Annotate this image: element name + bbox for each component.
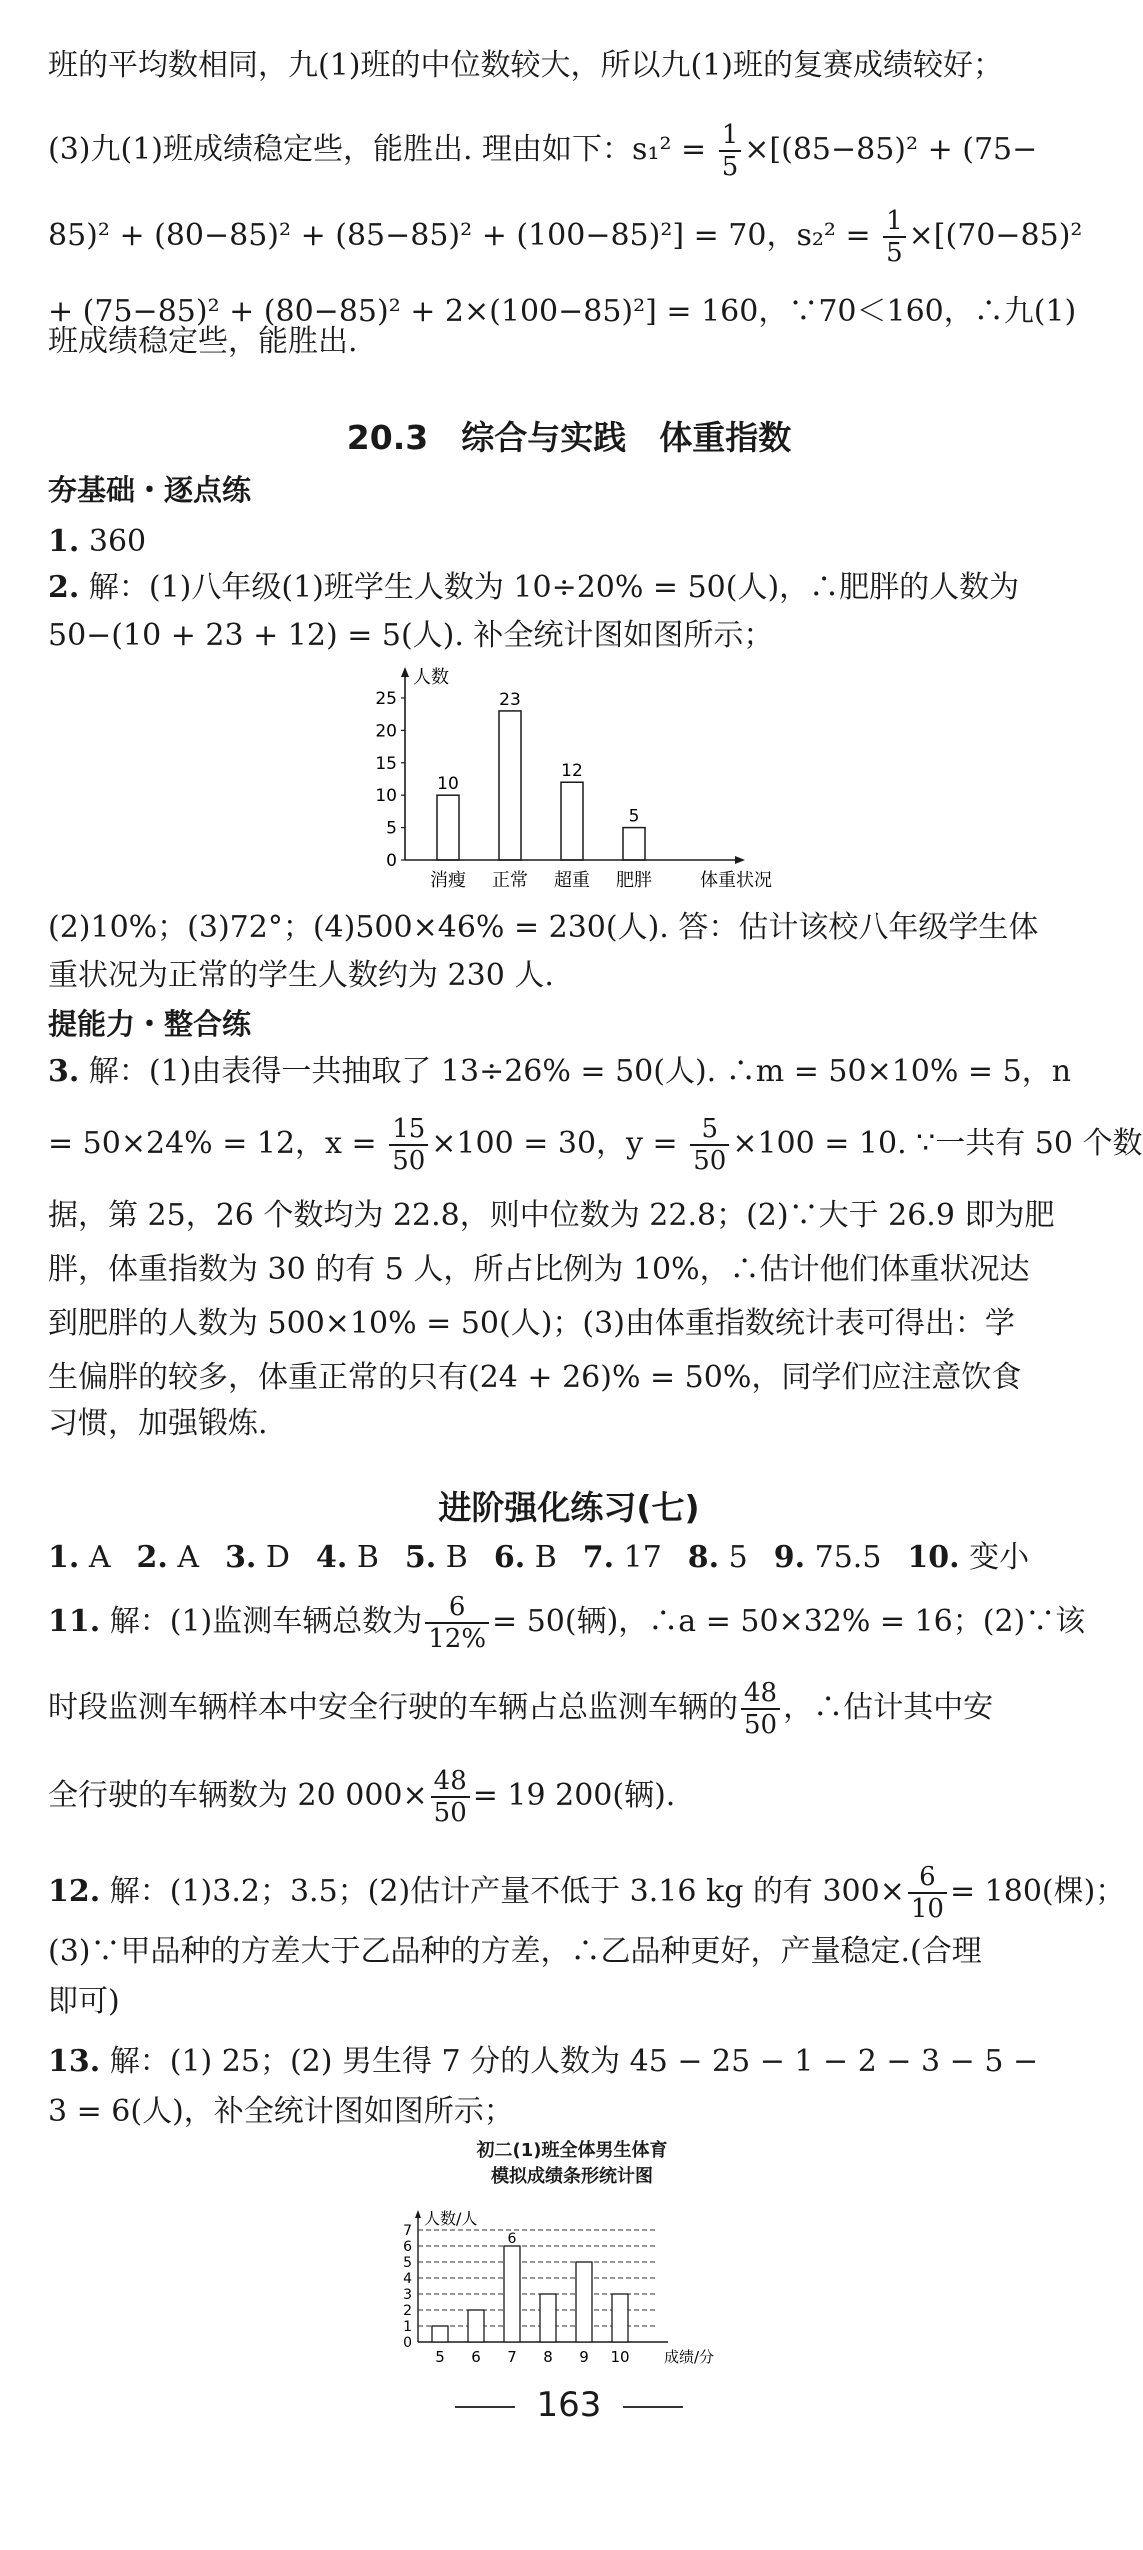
fraction: $\frac{1}{5}$ xyxy=(719,120,742,182)
text-line-5: 班成绩稳定些，能胜出. xyxy=(48,324,358,359)
bar xyxy=(612,2294,628,2342)
bar xyxy=(468,2310,484,2342)
answer-item xyxy=(688,1540,748,1575)
text-line: 50−(10 + 23 + 12) = 5(人). 补全统计图如图所示； xyxy=(48,618,774,653)
x-tick-label: 超重 xyxy=(554,870,590,891)
answer-value: A xyxy=(167,1540,200,1575)
x-tick-label: 5 xyxy=(435,2348,445,2366)
bar xyxy=(499,711,521,860)
y-tick-label: 3 xyxy=(403,2287,412,2303)
text-line xyxy=(48,206,1093,266)
y-tick-label: 6 xyxy=(403,2239,412,2255)
bar xyxy=(432,2326,448,2342)
y-tick-label: 5 xyxy=(403,2255,412,2271)
y-axis-arrow xyxy=(415,2210,421,2218)
bar xyxy=(504,2246,520,2342)
y-tick-label: 1 xyxy=(403,2319,412,2335)
question-12: 12. 解：(1)3.2；3.5；(2)估计产量不低于 3.16 kg 的有 300× $\frac{6}{10}$ = 180(棵)； xyxy=(48,1862,1126,1924)
weight-status-bar-chart xyxy=(345,660,772,900)
text-span: 85)² + (80−85)² + (85−85)² + (100−85)²] = 70，s₂² = xyxy=(48,218,881,253)
data-label: 12 xyxy=(561,761,583,782)
text-line: 即可) xyxy=(48,1984,120,2019)
x-axis-label: 成绩/分 xyxy=(664,2348,715,2366)
data-label: 23 xyxy=(499,689,521,710)
x-tick-label: 8 xyxy=(543,2348,553,2366)
answer-number: 8. xyxy=(687,1540,720,1575)
subsection-title: 夯基础・逐点练 xyxy=(48,473,252,507)
text-line: = 50×24% = 12，x = $\frac{15}{50}$ ×100 = 30，y = $\frac{5}{50}$ ×100 = 10. ∵一共有 50 个数 xyxy=(48,1114,1143,1176)
question-2: 2. 解：(1)八年级(1)班学生人数为 10÷20% = 50(人)，∴肥胖的人数为 xyxy=(48,570,1020,605)
answer-item xyxy=(907,1540,1029,1575)
x-axis-arrow xyxy=(735,856,745,864)
answer-item xyxy=(137,1540,200,1575)
section-title: 进阶强化练习(七) xyxy=(438,1488,700,1527)
subsection-title: 提能力・整合练 xyxy=(48,1007,252,1041)
y-tick-label: 5 xyxy=(386,818,397,839)
answer-item xyxy=(494,1540,557,1575)
answer-number: 4. xyxy=(315,1540,348,1575)
text-line: (2)10%；(3)72°；(4)500×46% = 230(人). 答：估计该校八年级学生体 xyxy=(48,910,1039,945)
page-number: 163 xyxy=(0,2385,1138,2425)
answer-value: 17 xyxy=(614,1540,662,1575)
text-span: ×[(70−85)² xyxy=(908,218,1083,253)
chart-title-line2: 模拟成绩条形统计图 xyxy=(491,2166,653,2187)
fraction: $\frac{6}{12\%}$ xyxy=(425,1592,489,1654)
fraction: $\frac{6}{10}$ xyxy=(908,1862,947,1924)
answers-line xyxy=(48,1538,1093,1578)
answer-number: 3. xyxy=(225,1540,257,1575)
bar xyxy=(623,828,645,860)
bar xyxy=(561,782,583,860)
text-line: 全行驶的车辆数为 20 000× $\frac{48}{50}$ = 19 200(辆). xyxy=(48,1766,676,1828)
dash-left xyxy=(455,2406,515,2408)
answer-number: 9. xyxy=(773,1540,806,1575)
pe-score-bar-chart xyxy=(390,2192,770,2372)
answer-number: 7. xyxy=(582,1540,615,1575)
question-3: 3. 解：(1)由表得一共抽取了 13÷26% = 50(人). ∴m = 50×10% = 5，n xyxy=(48,1054,1072,1089)
y-tick-label: 2 xyxy=(403,2303,412,2319)
answer-value: B xyxy=(525,1540,557,1575)
bar xyxy=(437,795,459,860)
section-title: 20.3 综合与实践 体重指数 xyxy=(346,418,792,457)
answer-number: 1. xyxy=(48,1540,80,1575)
answer-value: B xyxy=(347,1540,379,1575)
text-line: 胖，体重指数为 30 的有 5 人，所占比例为 10%，∴估计他们体重状况达 xyxy=(48,1252,1030,1287)
x-tick-label: 肥胖 xyxy=(616,870,652,891)
text-span: ×[(85−85)² + (75− xyxy=(744,132,1038,167)
x-tick-label: 9 xyxy=(579,2348,589,2366)
text-line xyxy=(48,120,1093,180)
answer-value: 75.5 xyxy=(805,1540,882,1575)
y-axis-arrow xyxy=(401,667,409,677)
text-line: 据，第 25，26 个数均为 22.8，则中位数为 22.8；(2)∵大于 26.9 即为肥 xyxy=(48,1198,1055,1233)
answer-value: B xyxy=(436,1540,468,1575)
data-label: 10 xyxy=(437,774,459,795)
data-label: 5 xyxy=(628,806,640,827)
answer-item xyxy=(225,1540,290,1575)
fraction: $\frac{1}{5}$ xyxy=(883,206,906,268)
y-tick-label: 10 xyxy=(375,786,397,807)
text-line: (3)∵甲品种的方差大于乙品种的方差，∴乙品种更好，产量稳定.(合理 xyxy=(48,1934,982,1969)
y-tick-label: 7 xyxy=(403,2223,412,2239)
fraction: $\frac{48}{50}$ xyxy=(431,1766,470,1828)
answer-value: D xyxy=(256,1540,290,1575)
dash-right xyxy=(623,2406,683,2408)
fraction: $\frac{48}{50}$ xyxy=(741,1678,780,1740)
answer-item xyxy=(316,1540,379,1575)
text-line: + (75−85)² + (80−85)² + 2×(100−85)²] = 160，∵70＜160，∴九(1) xyxy=(48,294,1077,329)
text-line: 到肥胖的人数为 500×10% = 50(人)；(3)由体重指数统计表可得出：学 xyxy=(48,1306,1015,1341)
question-11: 11. 解：(1)监测车辆总数为 $\frac{6}{12\%}$ = 50(辆)，∴a = 50×32% = 16；(2)∵该 xyxy=(48,1592,1086,1654)
answer-value: 变小 xyxy=(959,1540,1030,1575)
x-tick-label: 6 xyxy=(471,2348,481,2366)
answer-number: 6. xyxy=(493,1540,526,1575)
data-label: 6 xyxy=(507,2231,517,2247)
y-tick-label: 25 xyxy=(375,688,397,709)
answer-item xyxy=(405,1540,468,1575)
text-line: 重状况为正常的学生人数约为 230 人. xyxy=(48,958,554,993)
text-line: 习惯，加强锻炼. xyxy=(48,1406,268,1441)
question-1: 1. 360 xyxy=(48,524,147,559)
y-tick-label: 0 xyxy=(386,851,397,871)
answer-value: 5 xyxy=(719,1540,748,1575)
y-axis-label: 人数/人 xyxy=(424,2209,478,2228)
answer-number: 2. xyxy=(136,1540,168,1575)
x-tick-label: 7 xyxy=(507,2348,517,2366)
y-tick-label: 0 xyxy=(403,2335,412,2351)
y-tick-label: 4 xyxy=(403,2271,412,2287)
text-span: (3)九(1)班成绩稳定些，能胜出. 理由如下：s₁² = xyxy=(48,132,716,167)
text-line: 班的平均数相同，九(1)班的中位数较大，所以九(1)班的复赛成绩较好； xyxy=(48,48,1003,83)
text-line: 3 = 6(人)，补全统计图如图所示； xyxy=(48,2094,514,2129)
fraction: $\frac{15}{50}$ xyxy=(389,1114,428,1176)
x-tick-label: 正常 xyxy=(492,870,528,891)
bar xyxy=(576,2262,592,2342)
question-13: 13. 解：(1) 25；(2) 男生得 7 分的人数为 45 − 25 − 1 − 2 − 3 − 5 − xyxy=(48,2044,1039,2079)
answer-number: 10. xyxy=(907,1540,960,1575)
chart-title-line1: 初二(1)班全体男生体育 xyxy=(476,2140,668,2161)
text-line: 时段监测车辆样本中安全行驶的车辆占总监测车辆的 $\frac{48}{50}$ ，∴估计其中安 xyxy=(48,1678,994,1740)
text-line: 生偏胖的较多，体重正常的只有(24 + 26)% = 50%，同学们应注意饮食 xyxy=(48,1360,1022,1395)
answer-item xyxy=(583,1540,662,1575)
y-axis-label: 人数 xyxy=(413,667,449,688)
x-tick-label: 10 xyxy=(610,2348,630,2366)
bar xyxy=(540,2294,556,2342)
y-tick-label: 15 xyxy=(375,753,397,774)
answer-value: A xyxy=(79,1540,111,1575)
answer-item xyxy=(48,1540,111,1575)
y-tick-label: 20 xyxy=(375,721,397,742)
answer-item xyxy=(774,1540,882,1575)
answer-number: 5. xyxy=(404,1540,437,1575)
x-tick-label: 消瘦 xyxy=(430,870,466,891)
fraction: $\frac{5}{50}$ xyxy=(690,1114,729,1176)
x-axis-label: 体重状况 xyxy=(700,870,772,891)
